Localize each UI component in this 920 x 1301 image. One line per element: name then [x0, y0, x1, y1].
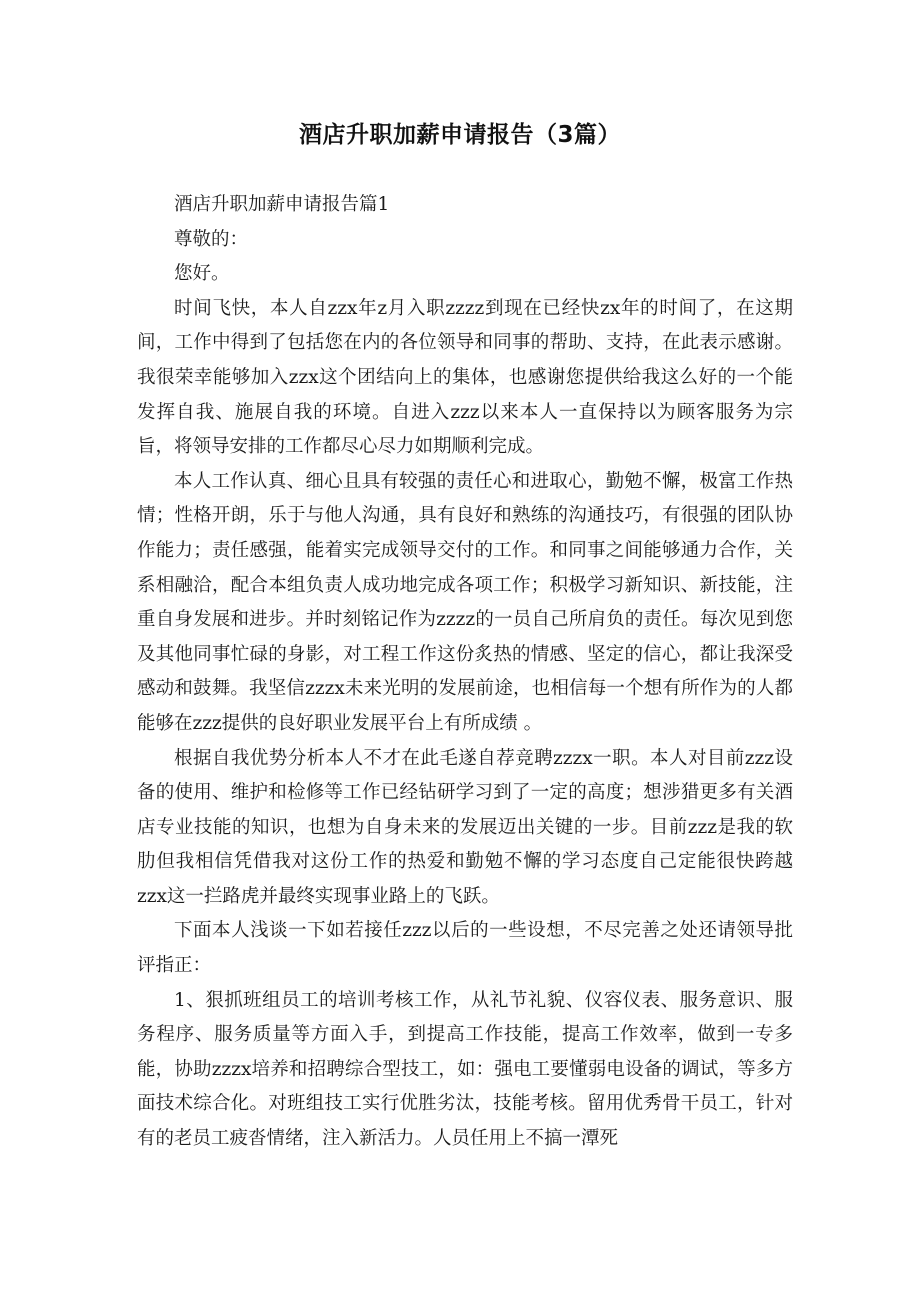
- greeting: 您好。: [174, 263, 230, 285]
- body-paragraph: 时间飞快，本人自zzx年z月入职zzzz到现在已经快zx年的时间了，在这期间，工作中得到了包括您在内的各位领导和同事的帮助、支持，在此表示感谢。我很荣幸能够加入zzx这个团结向上的集体，也感谢您提供给我这么好的一个能发挥自我、施展自我的环境。自进入zzz以来本人一直保持以为顾客服务为宗旨，将领导安排的工作都尽心尽力如期顺利完成。: [137, 297, 793, 458]
- document-title: 酒店升职加薪申请报告（3篇）: [298, 122, 621, 148]
- body-paragraph: 下面本人浅谈一下如若接任zzz以后的一些设想，不尽完善之处还请领导批评指正：: [137, 920, 793, 977]
- body-paragraph: 1、狠抓班组员工的培训考核工作，从礼节礼貌、仪容仪表、服务意识、服务程序、服务质量等方面入手，到提高工作技能，提高工作效率，做到一专多能，协助zzzx培养和招聘综合型技工，如：强电工要懂弱电设备的调试，等多方面技术综合化。对班组技工实行优胜劣汰，技能考核。留用优秀骨干员工，针对有的老员工疲沓情绪，注入新活力。人员任用上不搞一潭死: [137, 989, 793, 1150]
- body-paragraph: 本人工作认真、细心且具有较强的责任心和进取心，勤勉不懈，极富工作热情；性格开朗，乐于与他人沟通，具有良好和熟练的沟通技巧，有很强的团队协作能力；责任感强，能着实完成领导交付的工作。和同事之间能够通力合作，关系相融洽，配合本组负责人成功地完成各项工作；积极学习新知识、新技能，注重自身发展和进步。并时刻铭记作为zzzz的一员自己所肩负的责任。每次见到您及其他同事忙碌的身影，对工程工作这份炙热的情感、坚定的信心，都让我深受感动和鼓舞。我坚信zzzx未来光明的发展前途，也相信每一个想有所作为的人都能够在zzz提供的良好职业发展平台上有所成绩 。: [137, 470, 793, 734]
- section-heading: 酒店升职加薪申请报告篇1: [174, 194, 390, 215]
- body-paragraph: 根据自我优势分析本人不才在此毛遂自荐竞聘zzzx一职。本人对目前zzz设备的使用、维护和检修等工作已经钻研学习到了一定的高度；想涉猎更多有关酒店专业技能的知识，也想为自身未来的发展迈出关键的一步。目前zzz是我的软肋但我相信凭借我对这份工作的热爱和勤勉不懈的学习态度自己定能很快跨越zzx这一拦路虎并最终实现事业路上的飞跃。: [137, 747, 793, 907]
- salutation: 尊敬的：: [174, 228, 249, 250]
- document-body: [137, 188, 793, 1157]
